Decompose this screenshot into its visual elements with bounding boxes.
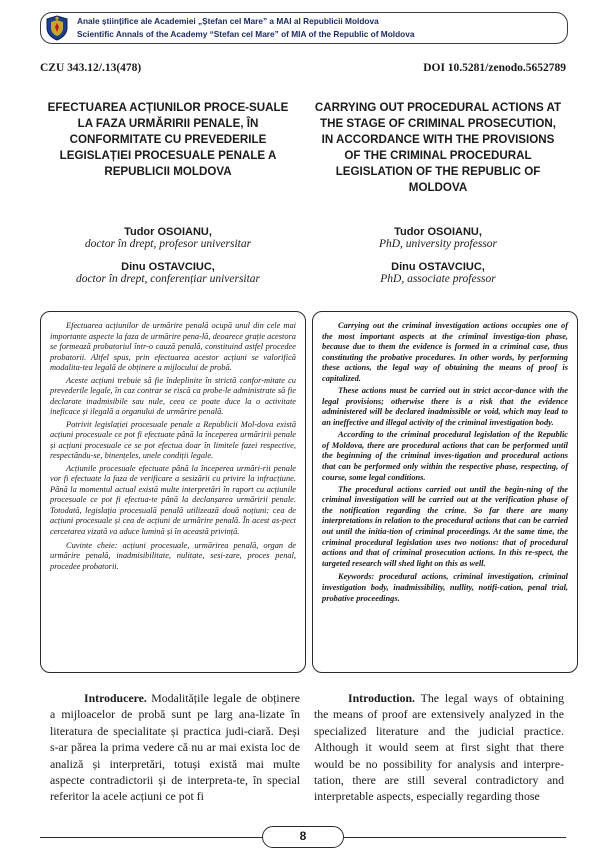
abstract-box-ro (40, 311, 306, 673)
section-lead: Introduction. (348, 691, 415, 705)
author-block-ro-2 (38, 261, 298, 285)
doi-identifier[interactable]: DOI 10.5281/zenodo.5652789 (423, 62, 566, 74)
author-name: Tudor OSOIANU, (124, 226, 212, 238)
academy-crest-icon (45, 15, 69, 41)
body-text-ro (50, 690, 300, 805)
abstract-paragraph: Efectuarea acțiunilor de urmărire penală ocupă unul din cele mai importante aspecte la faza de urmărire pena-lă, deoarece grație acestora se formează probatoriul într-o cauză penală, constituind astfel procedee probatorii. Altfel spus, prin efectuarea acestor acțiuni se valorifică modalita-tea legală de obținere a mijlocului de probă. (50, 321, 296, 373)
body-paragraph: The legal ways of obtaining the means of proof are extensively analyzed in the specialized literature and the judicial practice. Although it would seem at first sight that there would be no possibility for analysis and interpre-tation, there are still several contradictory and interpretable aspects, especially regarding those (314, 691, 564, 804)
author-block-en-2 (308, 261, 568, 285)
abstract-paragraph: Potrivit legislației procesuale penale a Republicii Mol-dova există acțiuni procesuale ce pot fi efectuate până la începerea urmăririi penale și acțiuni procesuale ce se pot efectua doar în limitele fazei respective, respectându-se, binențeles, unele condiții legale. (50, 419, 296, 461)
author-name: Dinu OSTAVCIUC, (121, 261, 215, 273)
journal-header-banner (40, 12, 568, 44)
body-paragraph: Modalitățile legale de obținere a mijloacelor de probă sunt pe larg ana-lizate în literatura de specialitate și practica judi-ciară. Deși s-ar părea la prima vedere că nu ar mai exista loc de analiză și interpretări, totuși există mai multe aspecte contradictorii și de interpreta-te, în special referitor la acele acțiuni ce pot fi (50, 691, 300, 804)
author-block-en-1 (308, 226, 568, 250)
abstract-paragraph: According to the criminal procedural legislation of the Republic of Moldova, there are procedural actions that can be performed until the beginning of the criminal inves-tigation and procedural actions that can be performed only within the respective phase, respecting, of course, some legal conditions. (322, 430, 568, 482)
author-title: PhD, associate professor (380, 273, 496, 285)
article-title-en: CARRYING OUT PROCEDURAL ACTIONS AT THE STAGE OF CRIMINAL PROSECUTION, IN ACCORDANCE WITH THE PROVISIONS OF THE CRIMINAL PROCEDURAL LEGISLATION OF THE REPUBLIC OF MOLDOVA (314, 101, 562, 194)
abstract-paragraph: The procedural actions carried out until the begin-ning of the criminal investigation will be carried out at the verification phase of the notification regarding the crime. So far there are many interpretations in relation to the procedural actions that can be carried out until the initia-tion of criminal proceedings. At the same time, the criminal procedural legislation uses two notions: that of procedural actions and that of criminal prosecution actions. In this re-spect, the targeted research will shed light on this as well. (322, 484, 568, 568)
journal-name-ro: Anale științifice ale Academiei „Ștefan cel Mare” a MAI al Republicii Moldova (77, 16, 379, 26)
author-title: PhD, university professor (378, 238, 498, 250)
article-title-ro: EFECTUAREA ACȚIUNILOR PROCE-SUALE LA FAZA URMĂRIRII PENALE, ÎN CONFORMITATE CU PREVEDERILE LEGISLAȚIEI PROCESUALE PENALE A REPUBLICII MOLDOVA (47, 101, 289, 178)
page-number: 8 (262, 826, 344, 848)
footer-rule-left (40, 837, 262, 838)
author-title: doctor în drept, profesor universitar (84, 238, 252, 250)
section-lead: Introducere. (84, 691, 147, 705)
abstract-paragraph: Aceste acțiuni trebuie să fie îndeplinite în strictă confor-mitate cu prevederile legale, în caz contrar se riscă ca probe-le administrate să fie declarate inadmisibile sau nule, ceea ce poate duce la o activitate ineficace și ilegală a organului de urmărire penală. (50, 375, 296, 417)
keywords-en: Keywords: procedural actions, criminal investigation, criminal investigation body, inadmissibility, nullity, notifi-cation, penal trial, probative proceedings. (322, 572, 568, 603)
abstract-paragraph: Carrying out the criminal investigation actions occupies one of the most important aspects at the criminal investiga-tion phase, because due to them the evidence is formed in a criminal case, thus constituting the probative procedures. In other words, by performing these actions, the legal way of obtaining the means of proof is capitalized. (322, 321, 568, 383)
author-name: Dinu OSTAVCIUC, (391, 261, 485, 273)
abstract-paragraph: Acțiunile procesuale efectuate până la începerea urmări-rii penale vor fi efectuate la faza de verificare a sesizării cu privire la infracțiune. Până la momentul actual există multe interpretări în raport cu acțiunile procesuale ce pot fi efectua-te până la declanșarea urmăririi penale. Totodată, legislația procesuală penală utilizează două noțiuni: cea de acțiuni procesuale și cea de acțiuni de urmărire penală. În acest as-pect cercetarea vizată va aduce lumină și în această privință. (50, 463, 296, 537)
body-text-en (314, 690, 564, 805)
abstract-box-en (312, 311, 578, 673)
keywords-ro: Cuvinte cheie: acțiuni procesuale, urmărirea penală, organ de urmărire penală, inadmisibilitate, nulitate, sesi-zare, proces penal, procedee probatorii. (50, 540, 296, 571)
abstract-paragraph: These actions must be carried out in strict accor-dance with the legal provisions; otherwise there is a risk that the evidence administered will be declared inadmissible or void, which may lead to an ineffective and illegal activity of the criminal investigation body. (322, 386, 568, 427)
author-block-ro-1 (38, 226, 298, 250)
author-title: doctor în drept, conferențiar universitar (75, 273, 261, 285)
udc-code: CZU 343.12/.13(478) (40, 62, 142, 74)
author-name: Tudor OSOIANU, (394, 226, 482, 238)
footer-rule-right (344, 837, 566, 838)
journal-name-en: Scientific Annals of the Academy “Stefan cel Mare” of MIA of the Republic of Moldova (77, 29, 415, 39)
